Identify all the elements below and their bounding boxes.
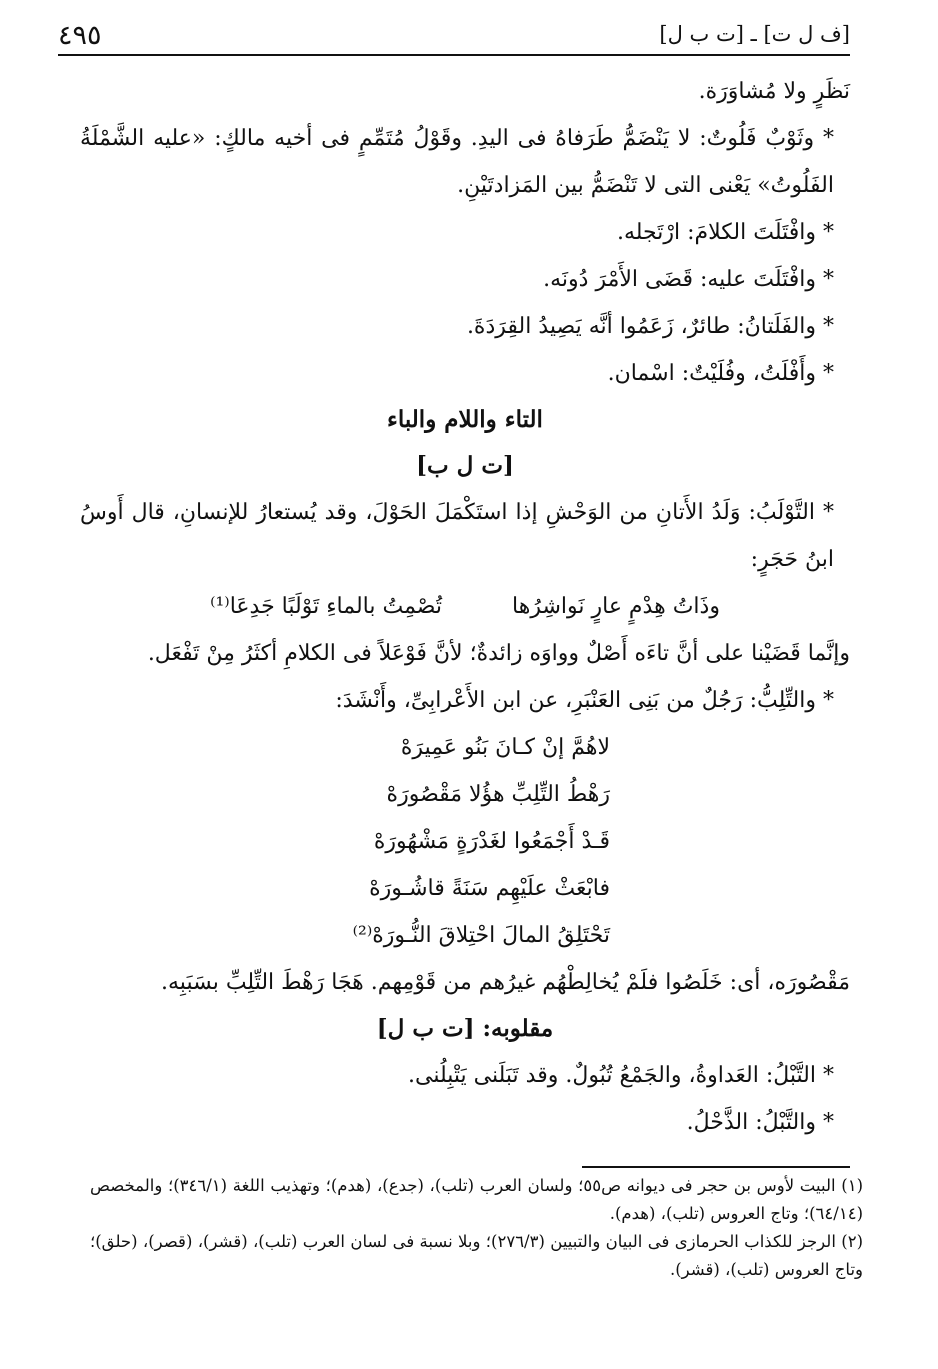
entry-tabl: * التَّبْلُ: العَداوةُ، والجَمْعُ تُبُولٌ. وقد تَبَلَنى يَتْبِلُنى. bbox=[408, 1063, 834, 1088]
verse-hemistich-second: تُصْمِتُ بالماءِ تَوْلَبًا جَدِعَا⁽¹⁾ bbox=[210, 594, 443, 619]
footnote-rule bbox=[582, 1166, 850, 1168]
entry-iftalata-alayh: * وافْتَلَتَ عليه: قَضَى الأَمْرَ دُونَه. bbox=[543, 267, 834, 292]
entry-falut: * وثَوْبٌ فَلُوتٌ: لا يَنْضَمُّ طَرَفاهُ فى اليدِ. وقَوْلُ مُتَمِّمٍ فى أخيه مالكٍ: «عليه الشَّمْلَةُ الفَلُوتُ» يَعْنى التى لا تَنْضَمُّ بين المَزادتَيْنِ. bbox=[80, 126, 834, 198]
maqlub-heading: مقلوبه: [ت ب ل] bbox=[376, 1015, 554, 1042]
section-heading: التاء واللام والباء bbox=[387, 406, 543, 433]
footnote-1: (١) البيت لأوس بن حجر فى ديوانه ص٥٥؛ ولسان العرب (تلب)، (جدع)، (هدم)؛ وتهذيب اللغة (٣٤٦/١)؛ والمخصص (٦٤/١٤)؛ وتاج العروس (تلب)، (هدم). bbox=[90, 1176, 863, 1223]
entry-iftalata-kalam: * وافْتَلَتَ الكلامَ: ارْتَجله. bbox=[616, 220, 834, 245]
page-header bbox=[58, 20, 850, 54]
poem bbox=[80, 724, 610, 959]
poem-line: رَهْطُ التِّلِبِّ هؤُلا مَقْصُورَهْ bbox=[386, 782, 610, 807]
entry-tawlab: * التَّوْلَبُ: وَلَدُ الأَتانِ من الوَحْشِ إذا استَكْمَلَ الحَوْلَ، وقد يُستعارُ للإنسانِ، قال أَوسُ ابنُ حَجَرٍ: bbox=[80, 500, 834, 572]
running-head: [ف ل ت] ـ [ت ب ل] bbox=[659, 22, 850, 46]
header-rule bbox=[58, 54, 850, 56]
verse-line bbox=[80, 583, 850, 630]
entry-tilibb: * والتِّلِبُّ: رَجُلٌ من بَنِى العَنْبَرِ، عن ابن الأَعْرابِىِّ، وأَنْشَدَ: bbox=[335, 688, 834, 713]
entry-falatan: * والفَلَتانُ: طائرٌ، زَعَمُوا أنَّه يَصِيدُ القِرَدَةَ. bbox=[466, 314, 834, 339]
entry-tabl-dhahl: * والتَّبْلُ: الذَّحْلُ. bbox=[686, 1110, 834, 1135]
poem-line: فابْعَثْ علَيْهِم سَنَةً قاشُـورَهْ bbox=[369, 876, 610, 901]
text-line: مَقْصُورَه، أى: خَلَصُوا فلَمْ يُخالِطْهُم غيرُهم من قَوْمِهم. هَجَا رَهْطَ التِّلِبِّ بسَبَبِه. bbox=[161, 970, 850, 995]
poem-line: تَحْتَلِقُ المالَ احْتِلاقَ النُّـورَهْ⁽²⁾ bbox=[352, 923, 610, 948]
footnotes bbox=[90, 1172, 863, 1284]
verse-hemistich-first: وذَاتُ هِدْمٍ عارٍ نَواشِرُها bbox=[512, 594, 720, 619]
root-heading: [ت ل ب] bbox=[416, 452, 514, 479]
text-line: وإنَّما قَضَيْنا على أنَّ تاءَه أَصْلٌ وواوَه زائدةٌ؛ لأنَّ فَوْعَلاً فى الكلامِ أكثَرُ مِنْ تَفْعَل. bbox=[147, 641, 850, 666]
footnote-2: (٢) الرجز للكذاب الحرمازى فى البيان والتبيين (٢٧٦/٣)؛ وبلا نسبة فى لسان العرب (تلب)، (قشر)، (قصر)، (حلق)؛ وتاج العروس (تلب)، (قشر). bbox=[90, 1232, 863, 1279]
entry-aflat: * وأَفْلَتُ، وفُلَيْتٌ: اسْمان. bbox=[607, 361, 834, 386]
main-text bbox=[80, 68, 850, 1146]
page-number: ٤٩٥ bbox=[58, 20, 102, 51]
poem-line: لاهُمَّ إنْ كـانَ بَنُو عَمِيرَهْ bbox=[400, 735, 610, 760]
poem-line: قَـدْ أَجْمَعُوا لغَدْرَةٍ مَشْهُورَهْ bbox=[373, 829, 610, 854]
text-line: نَظَرٍ ولا مُشاوَرَة. bbox=[698, 79, 850, 104]
